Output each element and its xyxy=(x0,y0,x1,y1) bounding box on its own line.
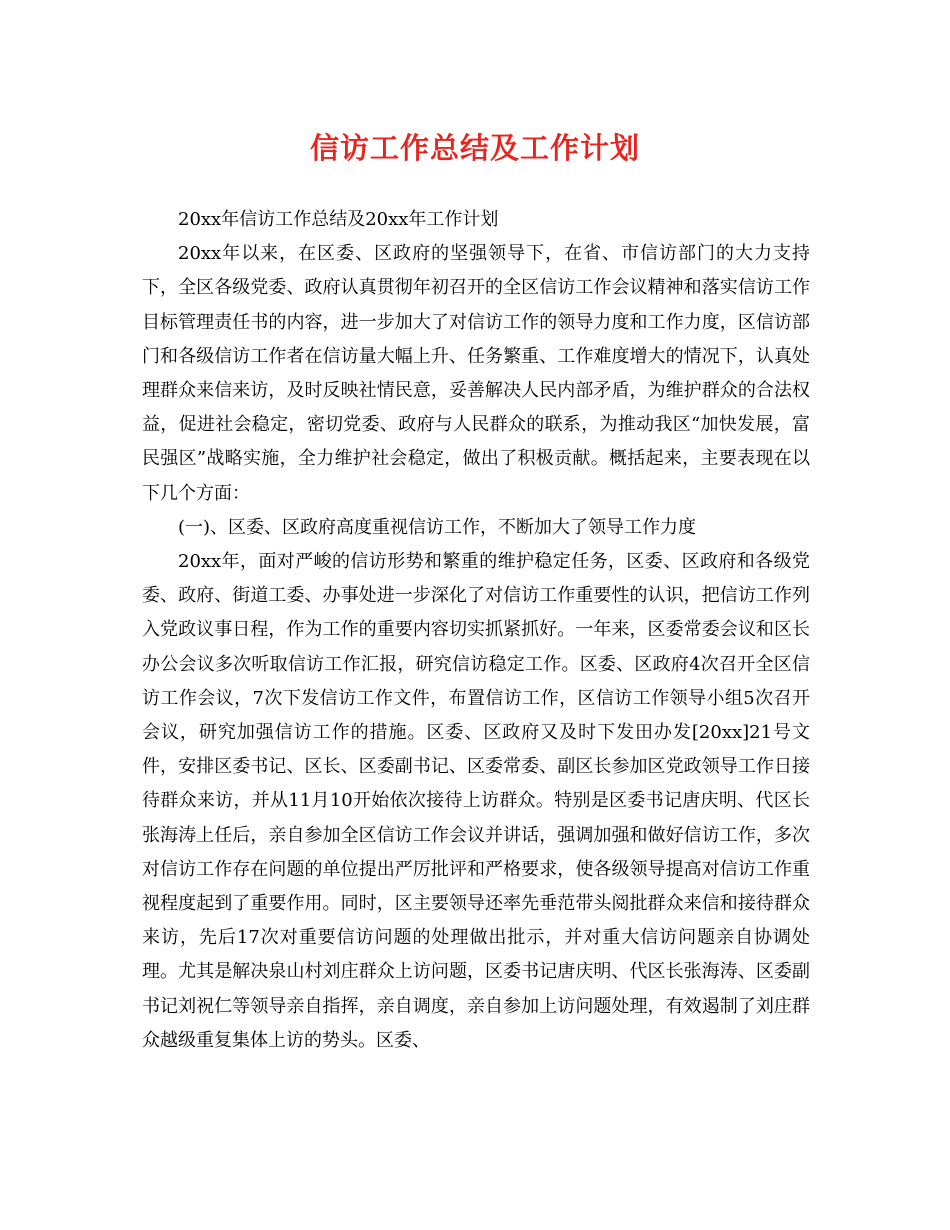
document-title: 信访工作总结及工作计划 xyxy=(309,131,640,165)
body-paragraph: 20xx年，面对严峻的信访形势和繁重的维护稳定任务，区委、区政府和各级党委、政府、街道工委、办事处进一步深化了对信访工作重要性的认识，把信访工作列入党政议事日程，作为工作的重要内容切实抓紧抓好。一年来，区委常委会议和区长办公会议多次听取信访工作汇报，研究信访稳定工作。区委、区政府4次召开全区信访工作会议，7次下发信访工作文件，布置信访工作，区信访工作领导小组5次召开会议，研究加强信访工作的措施。区委、区政府又及时下发田办发[20xx]21号文件，安排区委书记、区长、区委副书记、区委常委、副区长参加区党政领导工作日接待群众来访，并从11月10开始依次接待上访群众。特别是区委书记唐庆明、代区长张海涛上任后，亲自参加全区信访工作会议并讲话，强调加强和做好信访工作，多次对信访工作存在问题的单位提出严厉批评和严格要求，使各级领导提高对信访工作重视程度起到了重要作用。同时，区主要领导还率先垂范带头阅批群众来信和接待群众来访，先后17次对重要信访问题的处理做出批示，并对重大信访问题亲自协调处理。尤其是解决泉山村刘庄群众上访问题，区委书记唐庆明、代区长张海涛、区委副书记刘祝仁等领导亲自指挥，亲自调度，亲自参加上访问题处理，有效遏制了刘庄群众越级重复集体上访的势头。区委、 xyxy=(142,551,810,1051)
section-heading: (一)、区委、区政府高度重视信访工作，不断加大了领导工作力度 xyxy=(178,516,697,538)
document-body xyxy=(142,203,810,1058)
document-subtitle-line: 20xx年信访工作总结及20xx年工作计划 xyxy=(178,209,499,230)
body-paragraph: 20xx年以来，在区委、区政府的坚强领导下，在省、市信访部门的大力支持下，全区各级党委、政府认真贯彻年初召开的全区信访工作会议精神和落实信访工作目标管理责任书的内容，进一步加大了对信访工作的领导力度和工作力度，区信访部门和各级信访工作者在信访量大幅上升、任务繁重、工作难度增大的情况下，认真处理群众来信来访，及时反映社情民意，妥善解决人民内部矛盾，为维护群众的合法权益，促进社会稳定，密切党委、政府与人民群众的联系，为推动我区“加快发展，富民强区”战略实施，全力维护社会稳定，做出了积极贡献。概括起来，主要表现在以下几个方面： xyxy=(142,243,810,504)
